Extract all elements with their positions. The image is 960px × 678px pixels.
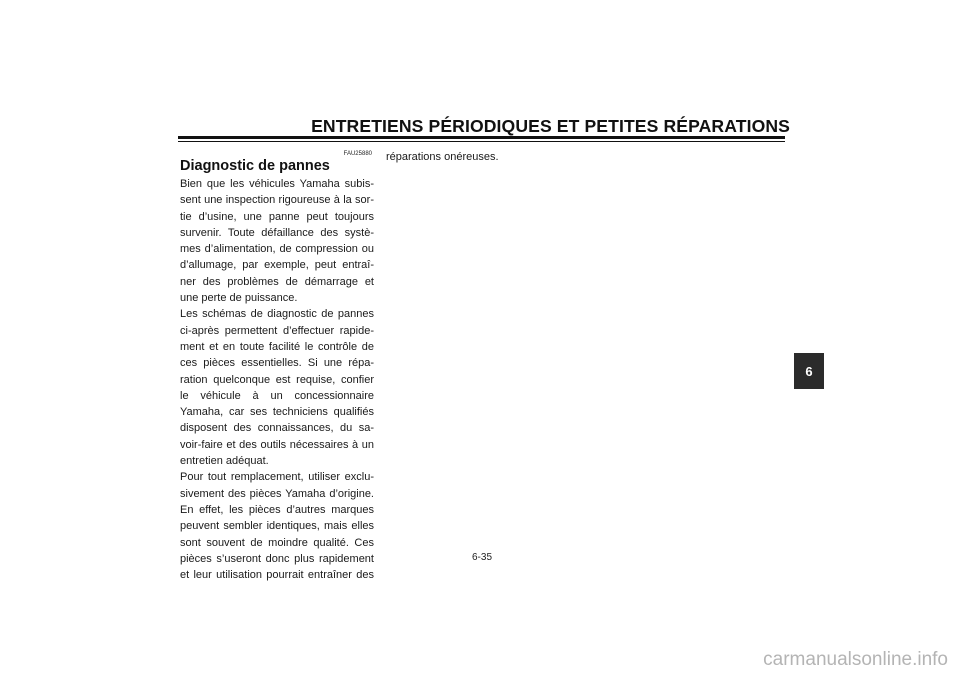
- text-line: sivement des pièces Yamaha d’origine.: [180, 487, 374, 500]
- text-line: peuvent sembler identiques, mais elles: [180, 520, 374, 533]
- text-line: d’allumage, par exemple, peut entraî-: [180, 259, 374, 272]
- text-line: et leur utilisation pourrait entraîner des: [180, 569, 374, 582]
- text-line: le véhicule à un concessionnaire: [180, 389, 374, 402]
- chapter-tab: 6: [794, 353, 824, 389]
- text-line: Les schémas de diagnostic de pannes: [180, 308, 374, 321]
- text-line: sont souvent de moindre qualité. Ces: [180, 536, 374, 549]
- text-line: Yamaha, car ses techniciens qualifiés: [180, 406, 374, 419]
- text-line: une perte de puissance.: [180, 292, 298, 305]
- text-line: ration quelconque est requise, confier: [180, 373, 374, 386]
- text-line: voir-faire et des outils nécessaires à un: [180, 438, 374, 451]
- section-heading: Diagnostic de pannes: [180, 158, 330, 174]
- page-number: 6-35: [471, 552, 492, 563]
- left-text-column: [180, 176, 374, 583]
- section-ref-code: FAU25880: [343, 151, 372, 157]
- page-title: ENTRETIENS PÉRIODIQUES ET PETITES RÉPARATIONS: [311, 116, 790, 136]
- text-line: mes d’alimentation, de compression ou: [180, 243, 374, 256]
- text-line: réparations onéreuses.: [386, 151, 499, 163]
- text-line: disposent des connaissances, du sa-: [180, 422, 374, 435]
- text-line: entretien adéquat.: [180, 455, 269, 468]
- text-line: pièces s’useront donc plus rapidement: [180, 552, 374, 565]
- right-text-column: [386, 149, 586, 165]
- header-rule-thick: [178, 136, 785, 139]
- text-line: ces pièces essentielles. Si une répa-: [180, 357, 374, 370]
- text-line: Bien que les véhicules Yamaha subis-: [180, 178, 374, 190]
- text-line: En effet, les pièces d’autres marques: [180, 503, 374, 516]
- text-line: ment et en toute facilité le contrôle de: [180, 340, 374, 353]
- watermark: carmanualsonline.info: [763, 649, 948, 670]
- text-line: ci-après permettent d’effectuer rapide-: [180, 324, 374, 337]
- text-line: survenir. Toute défaillance des systè-: [180, 226, 374, 239]
- text-line: Pour tout remplacement, utiliser exclu-: [180, 471, 374, 484]
- text-line: tie d’usine, une panne peut toujours: [180, 210, 374, 223]
- text-line: ner des problèmes de démarrage et: [180, 275, 374, 288]
- text-line: sent une inspection rigoureuse à la sor-: [180, 194, 374, 207]
- header-rule-thin: [178, 141, 785, 142]
